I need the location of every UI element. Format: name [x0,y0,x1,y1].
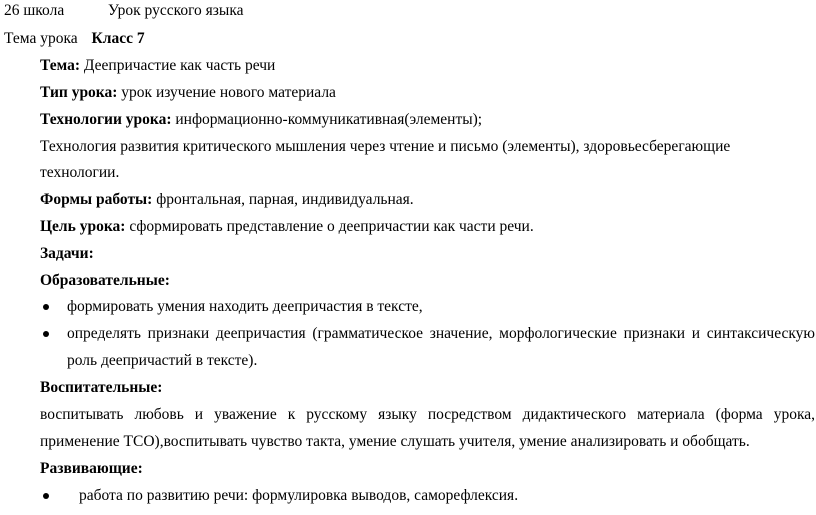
upbringing-line-2: применение ТСО),воспитывать чувство такта, умение слушать учителя, умение анализировать и обобщать. [40,433,750,450]
topic-label: Тема урока [4,30,78,47]
technology-line-2: Технология развития критического мышления через чтение и письмо (элементы), здоровьесберегающие [40,138,731,155]
theme-value: Деепричастие как часть речи [83,57,276,74]
work-forms-row [40,190,414,210]
theme-row [40,56,275,76]
educational-item-2-line-1: определять признаки деепричастия (грамматическое значение, морфологические признаки и синтаксическую [67,325,815,342]
theme-label: Тема: [40,57,80,74]
grade-label: Класс 7 [91,30,145,47]
lesson-type-value: урок изучение нового материала [121,84,336,101]
work-forms-value: фронтальная, парная, индивидуальная. [156,191,414,208]
lesson-type-row [40,83,336,103]
lesson-type-label: Тип урока: [40,84,118,101]
bullet-icon [43,304,49,310]
technology-label: Технологии урока: [40,111,172,128]
subject-title: Урок русского языка [108,2,244,19]
bullet-icon [43,331,49,337]
technology-value: информационно-коммуникативная(элементы); [175,111,483,128]
upbringing-line-1: воспитывать любовь и уважение к русскому языку посредством дидактического материала (форма урока, [40,406,815,423]
upbringing-heading: Воспитательные: [40,379,163,396]
developing-heading: Развивающие: [40,460,143,477]
educational-heading: Образовательные: [40,272,170,289]
technology-row [40,110,482,130]
goal-row [40,217,534,237]
goal-label: Цель урока: [40,218,126,235]
developing-item-1: работа по развитию речи: формулировка выводов, саморефлексия. [79,487,519,504]
technology-line-3: технологии. [40,164,120,181]
topic-row [4,29,145,49]
educational-item-1: формировать умения находить деепричастия в тексте, [67,298,423,315]
school-label: 26 школа [4,2,65,19]
educational-item-2-line-2: роль деепричастий в тексте). [67,352,258,369]
bullet-icon [43,493,49,499]
work-forms-label: Формы работы: [40,191,153,208]
tasks-heading: Задачи: [40,245,94,262]
goal-value: сформировать представление о деепричастии как части речи. [129,218,534,235]
